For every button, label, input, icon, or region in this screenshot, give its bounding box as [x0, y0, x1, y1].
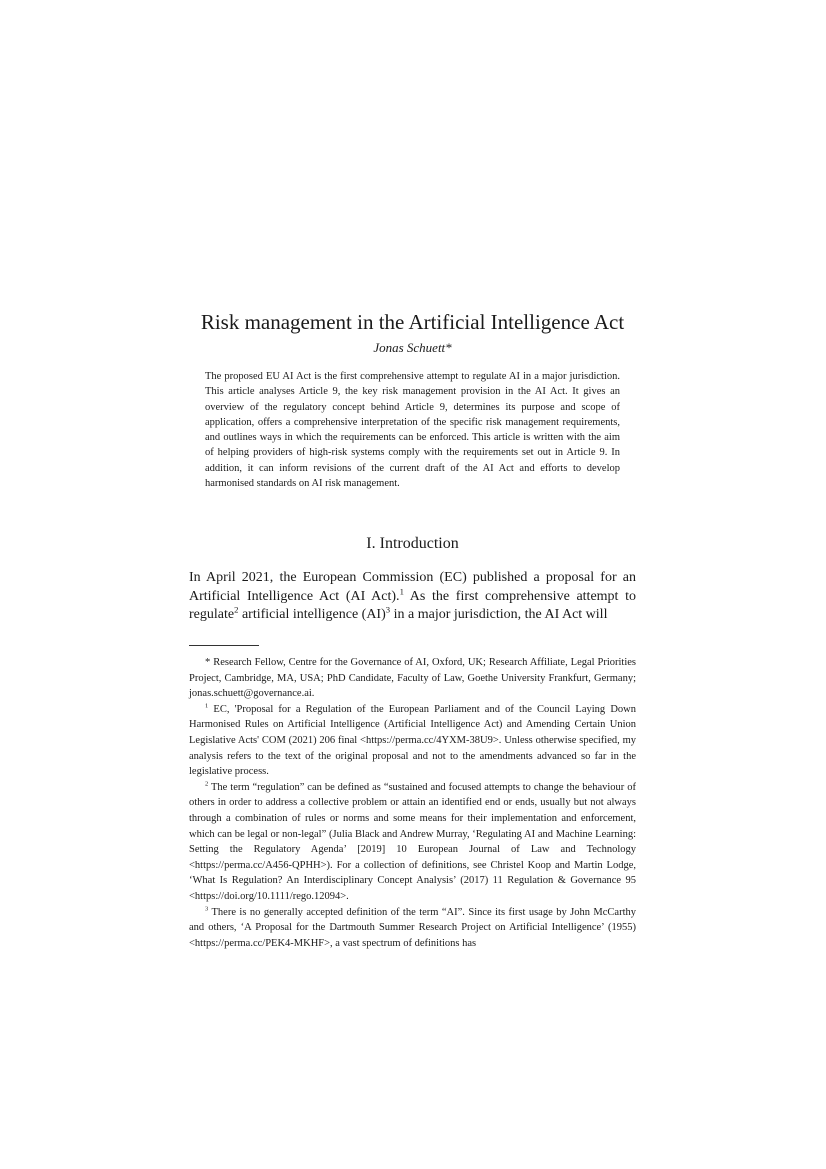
footnote-ref-2: 2 [234, 604, 239, 615]
footnote-marker: 1 [205, 702, 209, 710]
introduction-paragraph [189, 569, 636, 625]
abstract: The proposed EU AI Act is the first comprehensive attempt to regulate AI in a major jurisdiction. This article analyses Article 9, the key risk management provision in the AI Act. It gives an overview of the regulatory concept behind Article 9, determines its purpose and scope of application, offers a comprehensive interpretation of the specific risk management requirements, and outlines ways in which the requirements can be enforced. This article is written with the aim of helping providers of high-risk systems comply with the requirements set out in Article 9. In addition, it can inform revisions of the current draft of the AI Act and efforts to develop harmonised standards on AI risk management. [205, 371, 620, 490]
footnote-marker: * [205, 657, 211, 668]
author-name: Jonas Schuett* [373, 340, 452, 355]
footnote-author [189, 655, 636, 702]
footnote-separator [189, 645, 259, 646]
footnote-2 [189, 780, 636, 905]
section-heading-introduction: I. Introduction [366, 535, 459, 552]
intro-text-3: artificial intelligence (AI) [238, 607, 386, 622]
footnote-text: The term “regulation” can be defined as “sustained and focused attempts to change the behaviour of others in order to address a collective problem or attain an identified end or ends, usually but not always through a combination of rules or norms and some means for their implementation and enforcement, which can be legal or non-legal” (Julia Black and Andrew Murray, ‘Regulating AI and Machine Learning: Setting the Regulatory Agenda’ [2019] 10 European Journal of Law and Technology <https://perma.cc/A456-QPHH>). For a collection of definitions, see Christel Koop and Martin Lodge, ‘What Is Regulation? An Interdisciplinary Concept Analysis’ (2017) 11 Regulation & Governance 95 <https://doi.org/10.1111/rego.12094>. [189, 781, 636, 902]
paper-title: Risk management in the Artificial Intelligence Act [200, 310, 625, 334]
footnote-3 [189, 905, 636, 952]
footnote-text: EC, 'Proposal for a Regulation of the European Parliament and of the Council Laying Down Harmonised Rules on Artificial Intelligence (Artificial Intelligence Act) and Amending Certain Union Legislative Acts' COM (2021) 206 final <https://perma.cc/4YXM-38U9>. Unless otherwise specified, my analysis refers to the text of the original proposal and not to the amendments advanced so far in the legislative process. [189, 703, 636, 778]
footnote-marker: 2 [205, 780, 209, 788]
footnote-marker: 3 [205, 905, 209, 912]
footnote-ref-1: 1 [399, 585, 404, 596]
footnotes [189, 655, 636, 951]
footnote-text: Research Fellow, Centre for the Governance of AI, Oxford, UK; Research Affiliate, Legal Priorities Project, Cambridge, MA, USA; PhD Candidate, Faculty of Law, Goethe University Frankfurt, Germany; jonas.schuett@governance.ai. [189, 657, 636, 700]
intro-text-2: As the first comprehensive attempt to regulate [189, 588, 636, 622]
footnote-text: There is no generally accepted definition of the term “AI”. Since its first usage by John McCarthy and others, ‘A Proposal for the Dartmouth Summer Research Project on Artificial Intelligence’ (1955) <https://perma.cc/PEK4-MKHF>, a vast spectrum of definitions has [189, 906, 636, 949]
footnote-ref-3: 3 [385, 604, 391, 615]
footnote-1 [189, 702, 636, 780]
intro-text-4: in a major jurisdiction, the AI Act will [390, 607, 608, 622]
intro-text-1: In April 2021, the European Commission (EC) published a proposal for an Artificial Intelligence Act (AI Act). [189, 570, 636, 604]
